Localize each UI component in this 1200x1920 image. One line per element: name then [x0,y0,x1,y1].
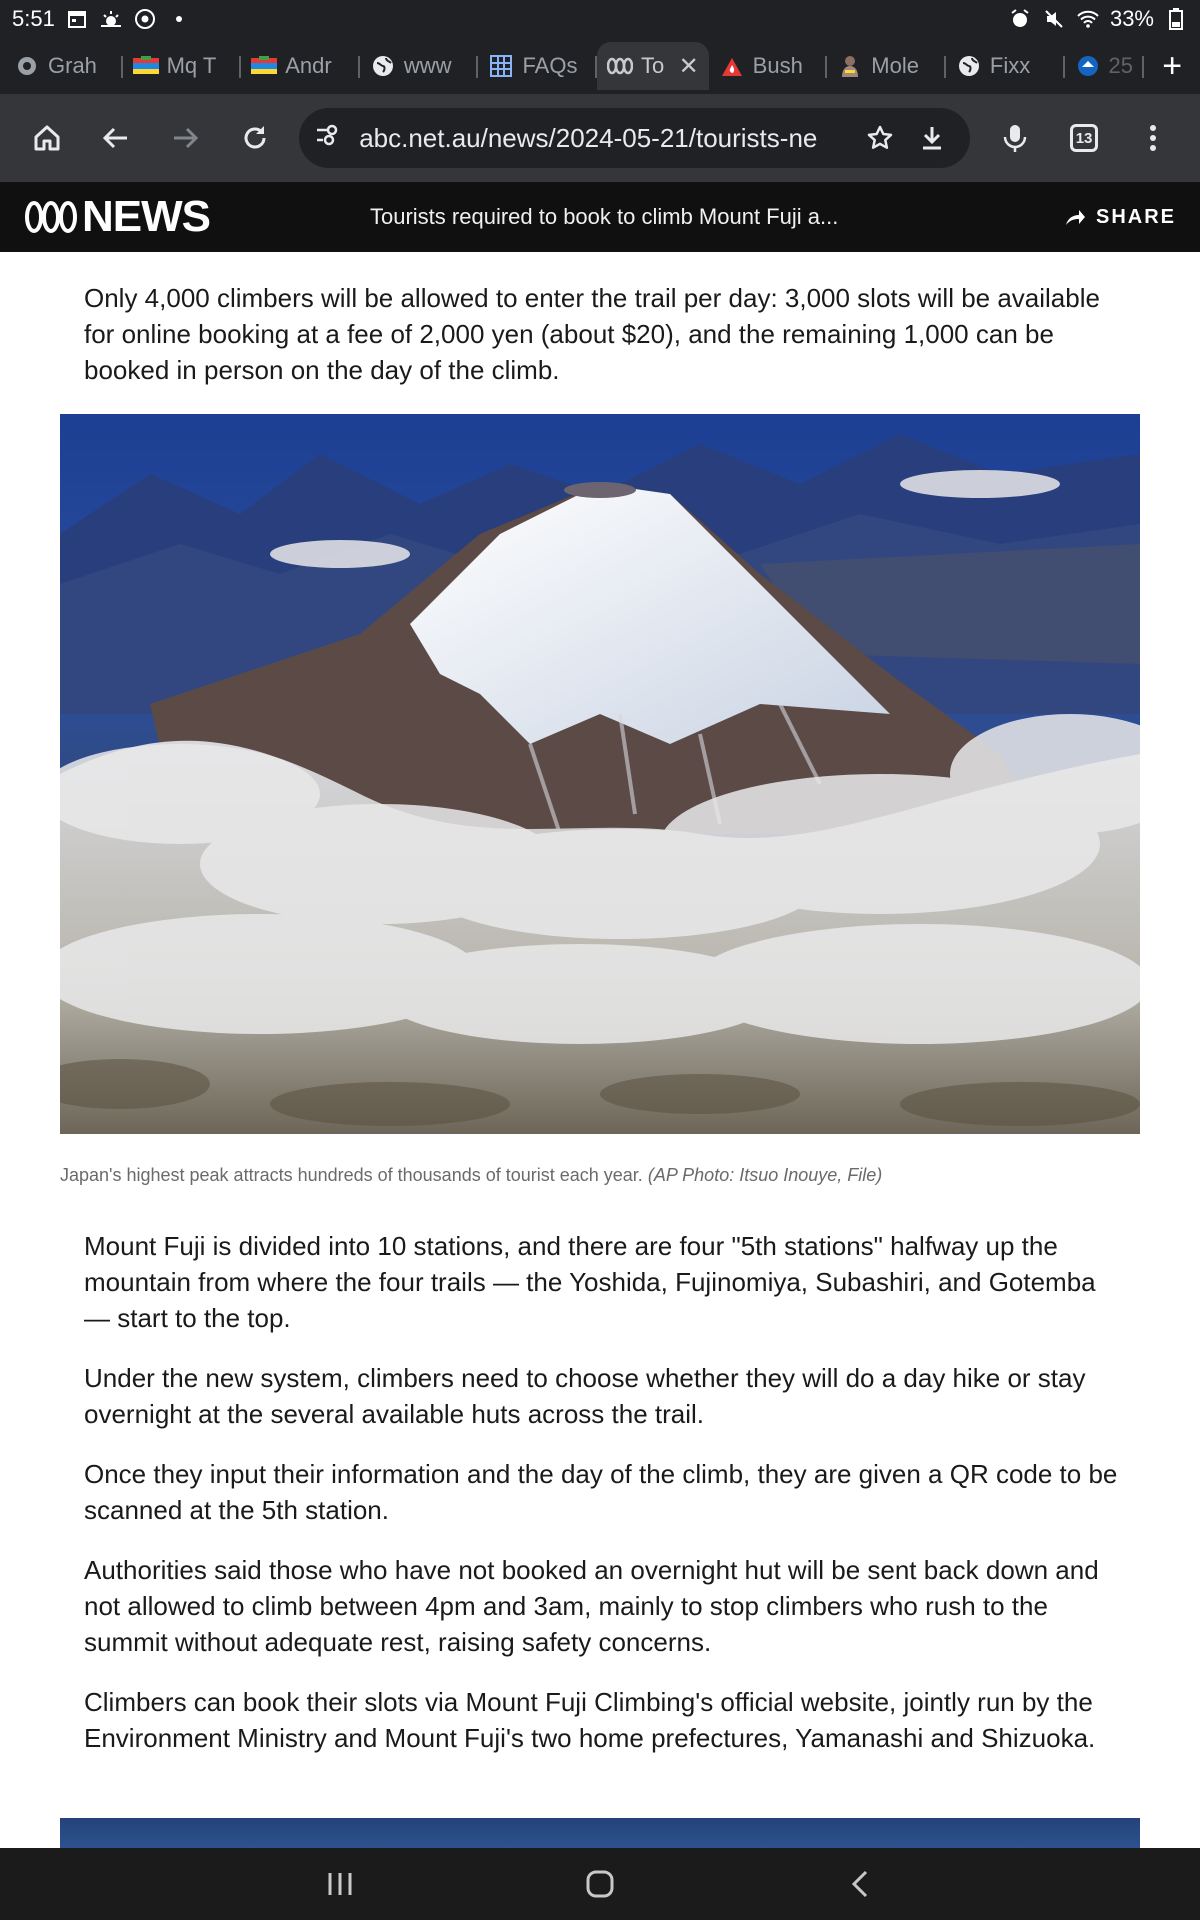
back-nav-icon [850,1869,870,1899]
system-nav-bar [0,1848,1200,1920]
article-paragraph: Mount Fuji is divided into 10 stations, and there are four "5th stations" halfway up the mountain from where the four trails — the Yoshida, Fujinomiya, Subashiri, and Gotemba — start to the top. [84,1231,1096,1333]
tab-6[interactable] [709,42,828,90]
home-button[interactable] [12,102,81,174]
back-button[interactable] [81,102,150,174]
recent-apps-button[interactable] [310,1854,370,1914]
forward-arrow-icon [170,123,200,153]
site-header [0,182,1200,252]
flag-icon [133,53,159,79]
reload-icon [240,123,270,153]
menu-button[interactable] [1119,102,1188,174]
mole-icon [837,53,863,79]
article-paragraph: Climbers can book their slots via Mount Fuji Climbing's official website, jointly run by the Environment Ministry and Mount Fuji's two home prefectures, Yamanashi and Shizuoka. [84,1687,1096,1753]
tab-title: Grah [48,53,97,78]
tab-title: Andr [285,53,332,78]
tab-title: Mole [871,53,919,78]
threads-icon [14,53,40,79]
battery-icon [1164,7,1188,31]
tab-2[interactable] [241,42,360,90]
abc-news-logo[interactable] [24,192,210,242]
caption-text: Japan's highest peak attracts hundreds of thousands of tourist each year. [60,1165,643,1185]
tab-9[interactable] [1065,42,1145,90]
tab-1[interactable] [123,42,242,90]
forward-button[interactable] [151,102,220,174]
photo-caption [60,1162,1160,1188]
address-bar[interactable] [299,108,970,168]
tab-8[interactable] [946,42,1065,90]
clock: 5:51 [12,6,55,31]
article-paragraph: Once they input their information and the day of the climb, they are given a QR code to be scanned at the 5th station. [84,1459,1118,1525]
reload-button[interactable] [220,102,289,174]
home-nav-button[interactable] [570,1854,630,1914]
article-paragraph: Only 4,000 climbers will be allowed to enter the trail per day: 3,000 slots will be available for online booking at a fee of 2,000 yen (about $20), and the remaining 1,000 can be booked in person on the day of the climb. [84,283,1100,385]
tab-title: Bush [752,53,803,78]
plus-icon: + [1162,46,1183,85]
weather-icon [99,7,123,31]
tab-4[interactable] [478,42,597,90]
site-settings-icon[interactable] [315,123,341,154]
abc-icon [607,53,633,79]
share-button[interactable] [1064,206,1176,229]
tab-0[interactable] [4,42,123,90]
status-bar [0,0,1200,38]
voice-search-button[interactable] [980,102,1049,174]
gov-icon [1075,53,1101,79]
tab-title: To [641,53,665,78]
next-article-photo[interactable] [60,1818,1140,1848]
tab-strip [0,38,1200,94]
logo-text: NEWS [82,192,210,241]
browser-toolbar [0,94,1200,182]
tab-title: FAQs [522,53,578,78]
bookmark-star-icon[interactable] [854,124,906,152]
close-tab-icon[interactable]: ✕ [678,52,699,80]
article-paragraph: Authorities said those who have not booked an overnight hut will be sent back down and not allowed to climb between 4pm and 3am, mainly to stop climbers who rush to the summit without adequate rest, raising safety concerns. [84,1555,1099,1657]
tab-title: Mq T [166,53,217,78]
tab-title: www [403,53,452,78]
article-body [0,252,1200,1848]
tab-switcher-button[interactable] [1049,102,1118,174]
share-label: SHARE [1095,205,1176,228]
header-article-title: Tourists required to book to climb Mount Fuji a... [370,204,839,229]
tab-7[interactable] [827,42,946,90]
tab-5-active[interactable] [597,42,709,90]
back-nav-button[interactable] [830,1854,890,1914]
url-text[interactable]: abc.net.au/news/2024-05-21/tourists-ne [359,122,818,153]
tab-3[interactable] [360,42,479,90]
home-icon [32,123,62,153]
tab-count: 13 [1070,124,1098,152]
battery-level: 33% [1109,6,1154,31]
mute-icon [1042,7,1066,31]
mount-fuji-photo[interactable] [60,414,1140,1134]
abc-logo-icon [24,200,78,234]
article-paragraph: Under the new system, climbers need to choose whether they will do a day hike or stay overnight at the several available huts across the trail. [84,1363,1086,1429]
wifi-icon [1076,7,1100,31]
tab-title: Fixx [989,53,1031,78]
calendar-icon [65,7,89,31]
more-vert-icon [1148,123,1158,153]
globe-icon [956,53,982,79]
share-arrow-icon [1064,207,1086,227]
mount-fuji-image [60,414,1140,1134]
new-tab-button[interactable] [1144,42,1200,90]
tab-title: 25 [1108,53,1133,78]
notification-dot-icon [167,7,191,31]
back-arrow-icon [101,123,131,153]
recent-apps-icon [326,1871,354,1897]
globe-icon [370,53,396,79]
caption-credit: (AP Photo: Itsuo Inouye, File) [647,1165,883,1185]
alarm-icon [1008,7,1032,31]
chrome-icon [133,7,157,31]
download-icon[interactable] [906,124,958,152]
grid-icon [488,53,514,79]
microphone-icon [1001,123,1029,153]
flag-icon [251,53,277,79]
fire-icon [719,53,745,79]
home-nav-icon [585,1869,615,1899]
